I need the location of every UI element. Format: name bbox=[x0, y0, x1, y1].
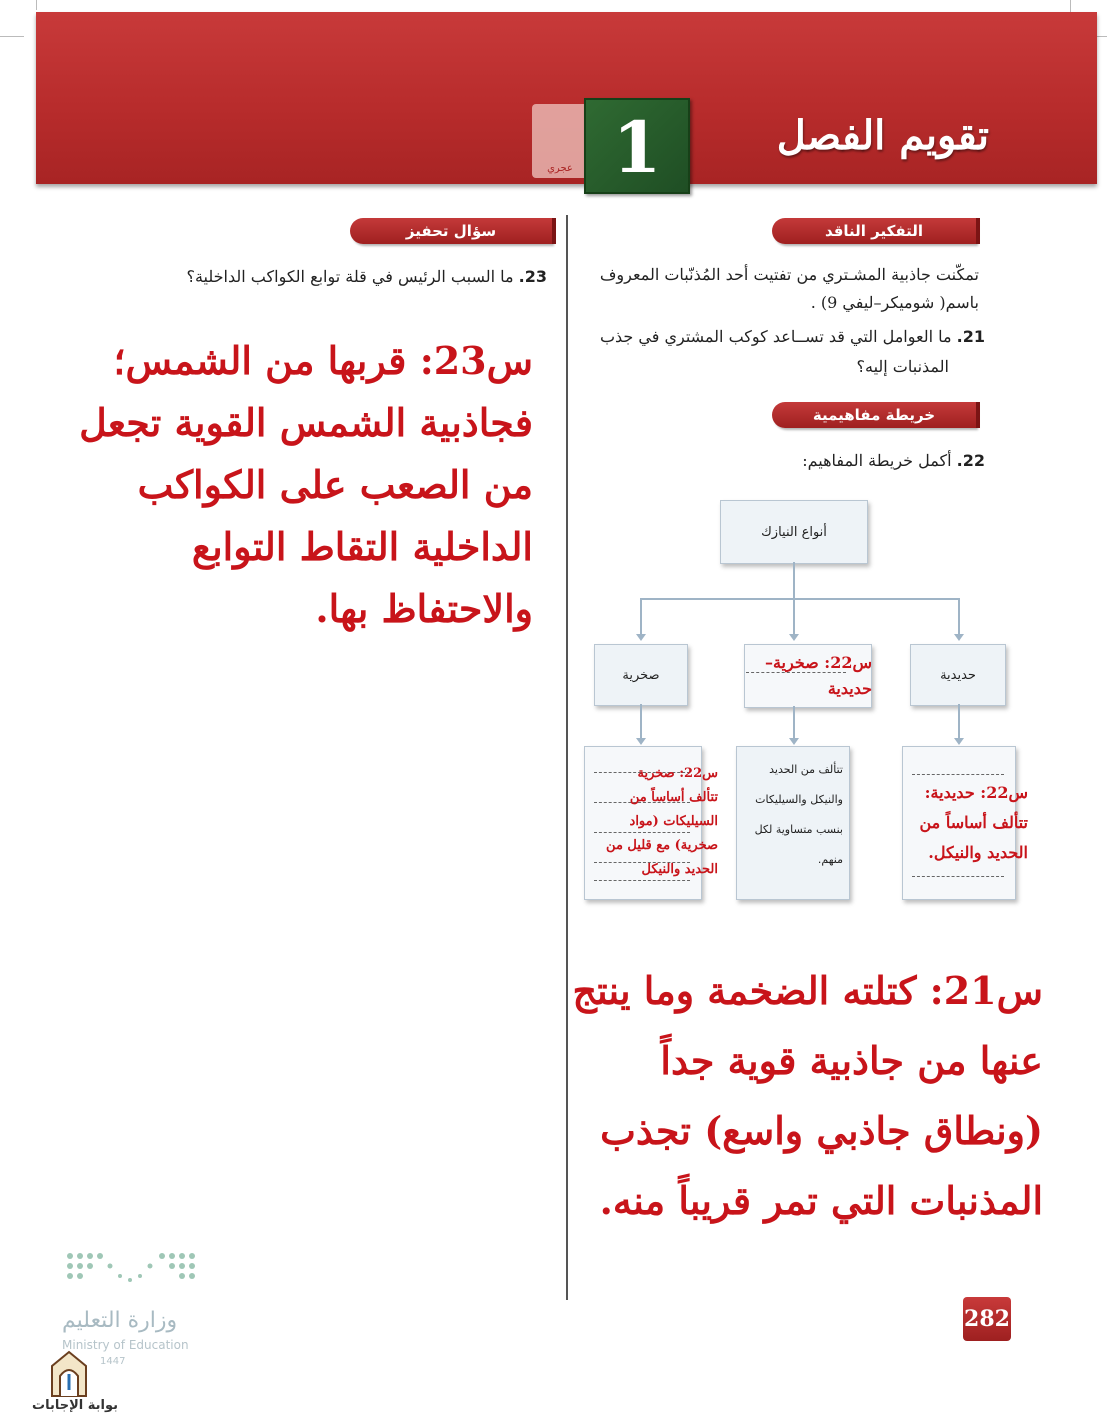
arrow-head bbox=[954, 738, 964, 745]
question-22-number: 22. bbox=[956, 451, 985, 470]
concept-iron-label: حديدية bbox=[940, 667, 976, 683]
desc-line-4: منهم. bbox=[817, 853, 843, 866]
connector bbox=[958, 598, 960, 634]
answer-23-line-5: والاحتفاظ بها. bbox=[315, 586, 533, 631]
answer-23-line-3: من الصعب على الكواكب bbox=[137, 462, 533, 507]
concept-stony-iron-desc-box bbox=[736, 746, 850, 900]
logo-caption: عجري bbox=[547, 163, 573, 174]
answer-22-mid-line-1: س22: صخرية– bbox=[764, 653, 872, 672]
page-title: تقويم الفصل bbox=[776, 112, 989, 159]
answer-22-stony bbox=[594, 762, 718, 882]
answer-21 bbox=[573, 956, 1044, 1236]
arrow-head bbox=[636, 738, 646, 745]
arrow-head bbox=[789, 738, 799, 745]
answer-21-line-1: س21: كتلته الضخمة وما ينتج bbox=[572, 968, 1043, 1013]
answer-blank-line bbox=[912, 774, 1004, 775]
answer-23-line-2: فجاذبية الشمس القوية تجعل bbox=[79, 400, 533, 445]
answer-21-line-3: (ونطاق جاذبي واسع) تجذب bbox=[600, 1108, 1043, 1153]
question-21 bbox=[600, 322, 985, 352]
column-divider bbox=[566, 215, 568, 1300]
portal-name: بوابة الإجابات bbox=[32, 1398, 118, 1413]
concept-root-box bbox=[720, 500, 868, 564]
chapter-number: 1 bbox=[612, 106, 662, 189]
answer-23 bbox=[79, 330, 533, 640]
section-label-critical-thinking: التفكير الناقد bbox=[772, 218, 976, 244]
intro-line-2: باسم( شوميكر–ليفي 9) . bbox=[810, 293, 979, 312]
answer-22-stony-line-3: السيليكات (مواد bbox=[629, 814, 718, 829]
answer-22-stony-line-5: الحديد والنيكل bbox=[641, 862, 718, 877]
answer-22-iron bbox=[898, 778, 1028, 868]
section-label-concept-map: خريطة مفاهيمية bbox=[772, 402, 976, 428]
answer-22-stony-line-1: س22: صخرية bbox=[637, 766, 718, 781]
publisher-logo bbox=[532, 104, 588, 178]
answer-21-line-4: المذنبات التي تمر قريباً منه. bbox=[599, 1178, 1043, 1223]
answer-21-line-2: عنها من جاذبية قوية جداً bbox=[660, 1038, 1043, 1083]
answer-22-mid bbox=[744, 650, 872, 702]
connector bbox=[793, 562, 795, 598]
connector bbox=[640, 704, 642, 740]
connector bbox=[640, 598, 960, 600]
concept-iron-box bbox=[910, 644, 1006, 706]
question-21-line-1: ما العوامل التي قد تســاعد كوكب المشتري في جذب bbox=[599, 327, 952, 346]
answer-22-stony-line-4: صخرية) مع قليل من bbox=[606, 838, 718, 853]
answer-22-iron-line-2: تتألف أساساً من bbox=[919, 813, 1028, 832]
connector bbox=[793, 706, 795, 740]
question-22-text: أكمل خريطة المفاهيم: bbox=[802, 451, 952, 470]
page-number: 282 bbox=[963, 1297, 1011, 1341]
chapter-number-box bbox=[584, 98, 690, 194]
question-23-text: ما السبب الرئيس في قلة توابع الكواكب الداخلية؟ bbox=[186, 267, 514, 286]
arrow-head bbox=[789, 634, 799, 641]
answer-22-mid-line-2: حديدية bbox=[827, 679, 872, 698]
ministry-name-en: Ministry of Education bbox=[62, 1338, 189, 1352]
connector bbox=[640, 598, 642, 634]
answer-22-stony-line-2: تتألف أساساً من bbox=[629, 790, 718, 805]
question-23 bbox=[186, 262, 547, 292]
arrow-head bbox=[636, 634, 646, 641]
crop-mark bbox=[0, 36, 24, 37]
ministry-name-ar: وزارة التعليم bbox=[62, 1308, 178, 1333]
portal-logo-icon bbox=[46, 1350, 92, 1398]
crop-mark bbox=[36, 0, 37, 10]
intro-line-1: تمكّنت جاذبية المشـتري من تفتيت أحد المُذنّبات المعروف bbox=[599, 265, 979, 284]
question-22 bbox=[802, 446, 985, 476]
connector bbox=[793, 598, 795, 634]
arrow-head bbox=[954, 634, 964, 641]
concept-root-label: أنواع النيازك bbox=[761, 524, 827, 540]
ministry-year: 1447 bbox=[100, 1356, 126, 1367]
section-label-challenge: سؤال تحفيز bbox=[350, 218, 552, 244]
answer-23-line-4: الداخلية التقاط التوابع bbox=[191, 524, 533, 569]
desc-line-2: والنيكل والسيليكات bbox=[755, 793, 843, 806]
question-21-line-2: المذنبات إليه؟ bbox=[856, 357, 949, 376]
concept-stony-box bbox=[594, 644, 688, 706]
answer-blank-line bbox=[912, 876, 1004, 877]
question-23-number: 23. bbox=[518, 267, 547, 286]
answer-22-iron-line-1: س22: حديدية: bbox=[924, 783, 1028, 802]
answer-22-iron-line-3: الحديد والنيكل. bbox=[928, 843, 1028, 862]
desc-line-1: تتألف من الحديد bbox=[769, 763, 843, 776]
answer-23-line-1: س23: قربها من الشمس؛ bbox=[113, 338, 533, 383]
concept-stony-label: صخرية bbox=[622, 667, 660, 683]
ministry-logo-icon bbox=[62, 1250, 198, 1290]
question-21-number: 21. bbox=[956, 327, 985, 346]
desc-line-3: بنسب متساوية لكل bbox=[754, 823, 843, 836]
connector bbox=[958, 704, 960, 740]
